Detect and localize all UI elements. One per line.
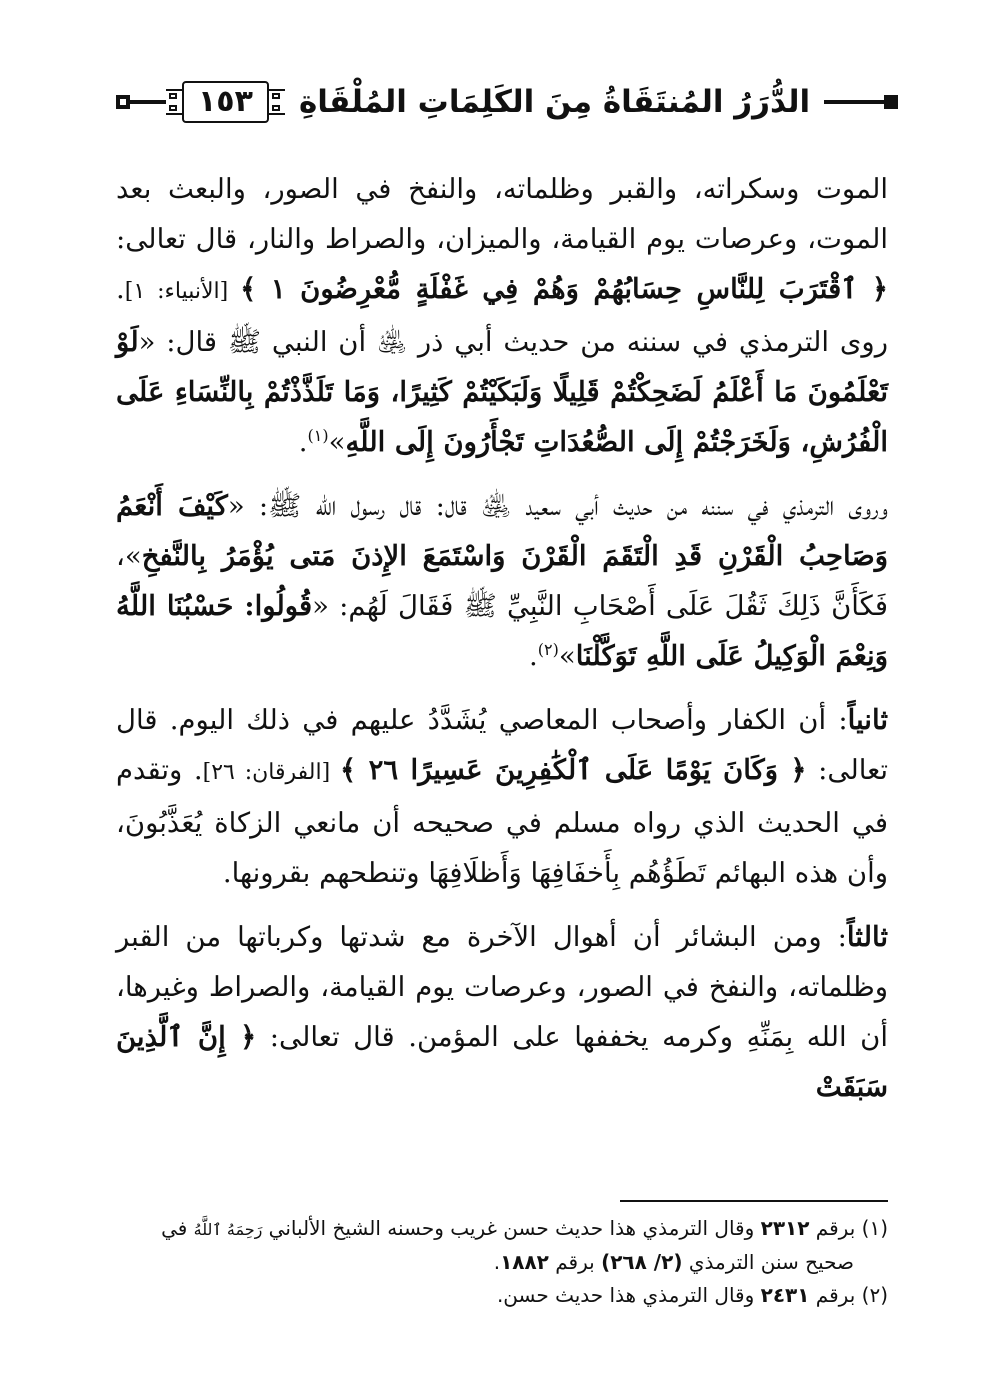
- hadith-number: ٢٣١٢: [760, 1216, 810, 1240]
- header-square-ornament-left: [116, 95, 130, 109]
- hadith-number: ٢٤٣١: [760, 1283, 810, 1307]
- text-run: برقم: [809, 1216, 862, 1240]
- text-run: . روى الترمذي في سننه من حديث أبي ذر ﵁ أن النبي ﷺ قال: «: [116, 273, 888, 358]
- text-run: : ومن البشائر أن أهوال الآخرة مع شدتها وكرباتها من القبر وظلماته، والنفخ في الصور، وعرصات يوم القيامة، والصراط وغيرها، أن الله بِمَنِّهِ وكرمه يخففها على المؤمن. قال تعالى:: [116, 921, 888, 1053]
- footnote-2: [116, 1279, 888, 1312]
- paragraph-1: [116, 164, 888, 467]
- main-text: [116, 164, 888, 1112]
- footnote-label: (٢): [861, 1283, 888, 1307]
- section-lead: ثالثاً: [846, 921, 888, 953]
- text-run: »، فَكَأَنَّ ذَلِكَ ثَقُلَ عَلَى أَصْحَابِ النَّبِيِّ ﷺ فَقَالَ لَهُم: «: [116, 540, 888, 622]
- footnote-marker[interactable]: (٢): [537, 639, 559, 659]
- section-lead: ثانياً: [847, 704, 888, 736]
- text-run: في: [161, 1216, 194, 1240]
- footnote-label: (١): [861, 1216, 888, 1240]
- quran-verse: ﴿ ٱقْتَرَبَ لِلنَّاسِ حِسَابُهُمْ وَهُمْ فِي غَفْلَةٍ مُّعْرِضُونَ ١ ﴾: [240, 273, 889, 305]
- text-run: الموت وسكراته، والقبر وظلماته، والنفخ في الصور، والبعث بعد الموت، وعرصات يوم القيامة، والميزان، والصراط والنار، قال تعالى:: [116, 173, 888, 255]
- text-run: .: [298, 426, 308, 458]
- header-rule: [130, 100, 166, 104]
- footnotes: [116, 1212, 888, 1312]
- honorific: رَحِمَهُ ٱللَّهُ: [193, 1220, 263, 1239]
- hadith-text: قُولُوا: حَسْبُنَا اللَّهُ وَنِعْمَ الْوَكِيلُ عَلَى اللَّهِ تَوَكَّلْنَا: [116, 590, 888, 672]
- running-header: [116, 76, 888, 128]
- paragraph-3: [116, 695, 888, 898]
- text-run: وروى الترمذي في سننه من حديث أبي سعيد ﵁ قال: قال رسول الله ﷺ: «: [227, 490, 888, 522]
- book-title: الدُّرَرُ المُنتَقَاةُ مِنَ الكَلِمَاتِ المُلْقَاةِ: [298, 84, 811, 120]
- text-run: برقم: [809, 1283, 862, 1307]
- paragraph-4: [116, 912, 888, 1112]
- header-rule: [824, 100, 884, 104]
- verse-reference: [الأنبياء: ١]: [124, 279, 241, 304]
- text-run: برقم: [548, 1250, 602, 1274]
- text-run: : أن الكفار وأصحاب المعاصي يُشَدَّدُ عليهم في ذلك اليوم. قال تعالى:: [116, 704, 889, 786]
- text-run: »: [558, 640, 576, 672]
- text-run: وقال الترمذي هذا حديث حسن.: [496, 1283, 761, 1307]
- hadith-text: كَيْفَ أَنْعَمُ وَصَاحِبُ الْقَرْنِ قَدِ الْتَقَمَ الْقَرْنَ وَاسْتَمَعَ الإِذنَ مَتى يُؤْمَرُ بِالنَّفخِ: [116, 490, 888, 572]
- header-knot-ornament: [166, 89, 182, 115]
- quran-verse: ﴿ وَكَانَ يَوْمًا عَلَى ٱلْكَٰفِرِينَ عَسِيرًا ٢٦ ﴾: [340, 754, 807, 786]
- text-run: . وتقدم في الحديث الذي رواه مسلم في صحيحه أن مانعي الزكاة يُعَذَّبُونَ، وأن هذه البهائم تَطَؤُهُم بِأَخفَافِهَا وَأَظلَافِهَا وتنطحهم بقرونها.: [116, 754, 888, 889]
- footnote-1-line-2: [116, 1246, 888, 1279]
- text-run: صحيح سنن الترمذي: [682, 1250, 854, 1274]
- paragraph-2: [116, 481, 888, 681]
- header-square-ornament-right: [884, 95, 898, 109]
- verse-reference: [الفرقان: ٢٦]: [202, 760, 341, 785]
- footnote-separator: [620, 1200, 888, 1202]
- header-knot-ornament: [269, 89, 285, 115]
- footnote-marker[interactable]: (١): [307, 425, 329, 445]
- hadith-text: لَوْ تَعْلَمُونَ مَا أَعْلَمُ لَضَحِكْتُمْ قَلِيلًا وَلَبَكَيْتُمْ كَثِيرًا، وَمَا تَلَذَّذْتُمْ بِالنِّسَاءِ عَلَى الْفُرُشِ، وَلَخَرَجْتُمْ إِلَى الصُّعُدَاتِ تَجْأَرُونَ إِلَى اللَّهِ: [116, 326, 888, 458]
- quran-verse: ﴿ إِنَّ ٱلَّذِينَ سَبَقَتْ: [116, 1021, 888, 1103]
- footnote-1: [116, 1212, 888, 1279]
- text-run: وقال الترمذي هذا حديث حسن غريب وحسنه الشيخ الألباني: [262, 1216, 761, 1240]
- text-run: »: [328, 426, 346, 458]
- page-number: ١٥٣: [182, 81, 269, 123]
- text-run: .: [529, 640, 538, 672]
- hadith-number: ١٨٨٢: [500, 1250, 549, 1274]
- volume-page-ref: (٢/ ٢٦٨): [601, 1250, 683, 1274]
- text-run: .: [493, 1250, 501, 1274]
